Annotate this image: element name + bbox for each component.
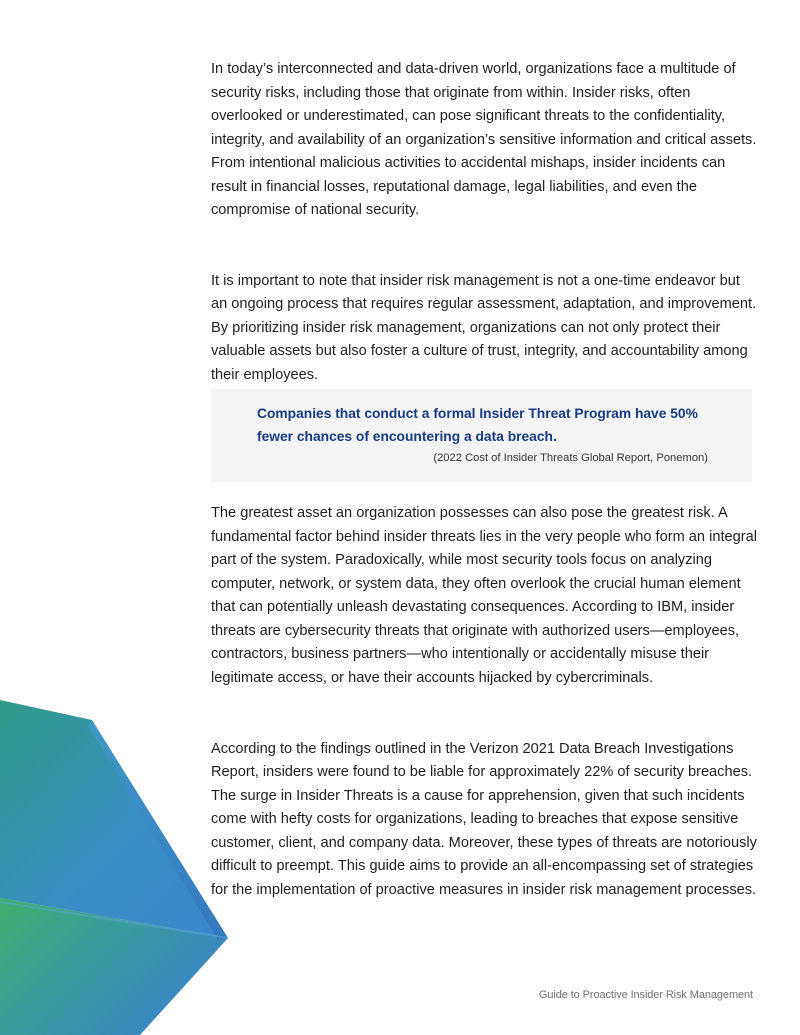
body-paragraph-greatest-asset: The greatest asset an organization possesses can also pose the greatest risk. A fundamental factor behind insider threats lies in the very people who form an integral part of the system. Paradoxically, while most security tools focus on analyzing computer, network, or system data, they often overlook the crucial human element that can potentially unleash devastating consequences. According to IBM, insider threats are cybersecurity threats that originate with authorized users—employees, contractors, business partners—who intentionally or accidentally misuse their legitimate access, or have their accounts hijacked by cybercriminals.	[211, 505, 757, 686]
body-paragraph-intro: In today’s interconnected and data-driven world, organizations face a multitude of security risks, including those that originate from within. Insider risks, often overlooked or underestimated, can pose significant threats to the confidentiality, integrity, and availability of an organization’s sensitive information and critical assets. From intentional malicious activities to accidental mishaps, insider incidents can result in financial losses, reputational damage, legal liabilities, and even the compromise of national security.	[211, 61, 757, 218]
body-paragraph-verizon-report: According to the findings outlined in the Verizon 2021 Data Breach Investigations Report, insiders were found to be liable for approximately 22% of security breaches. The surge in Insider Threats is a cause for apprehension, given that such incidents come with hefty costs for organizations, leading to breaches that expose sensitive customer, client, and company data. Moreover, these types of threats are notoriously difficult to preempt. This guide aims to provide an all-encompassing set of strategies for the implementation of proactive measures in insider risk management processes.	[211, 740, 757, 898]
callout-box	[211, 389, 752, 482]
page-footer: Guide to Proactive Insider Risk Management	[538, 989, 753, 1001]
callout-source: (2022 Cost of Insider Threats Global Report, Ponemon)	[433, 452, 708, 464]
callout-quote: Companies that conduct a formal Insider Threat Program have 50% fewer chances of encountering a data breach.	[257, 406, 698, 444]
decorative-gradient-shape	[0, 690, 240, 1035]
body-paragraph-ongoing-process: It is important to note that insider risk management is not a one-time endeavor but an ongoing process that requires regular assessment, adaptation, and improvement. By prioritizing insider risk management, organizations can not only protect their valuable assets but also foster a culture of trust, integrity, and accountability among their employees.	[211, 272, 757, 383]
